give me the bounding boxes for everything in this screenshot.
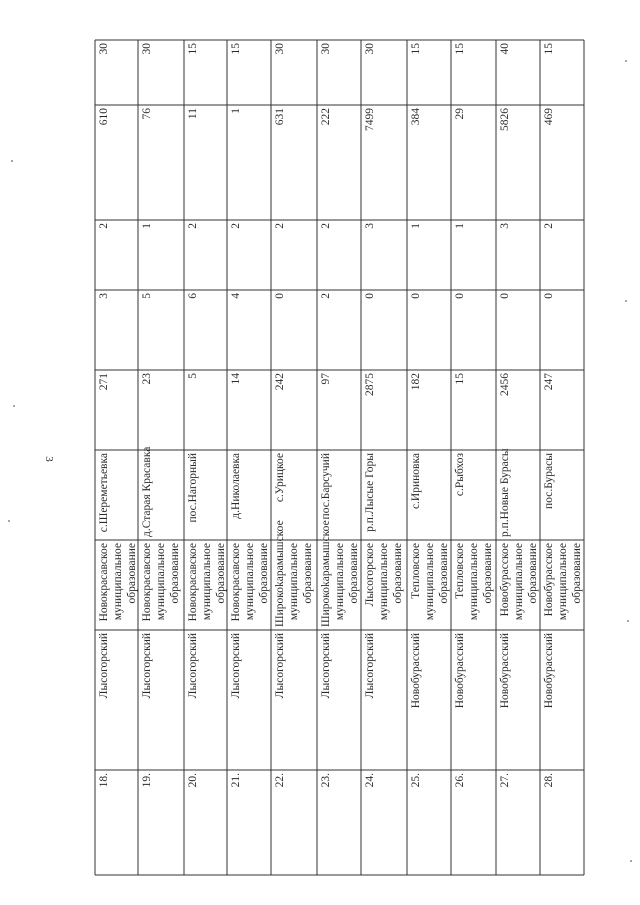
table-row <box>451 40 496 875</box>
table-row <box>407 40 451 875</box>
cell-v1: 2456 <box>499 373 511 396</box>
scan-speck <box>11 160 13 162</box>
table-row <box>95 40 138 875</box>
data-table <box>95 40 592 875</box>
cell-v5: 15 <box>543 43 555 55</box>
cell-v3: 2 <box>230 223 242 229</box>
table-row <box>496 40 540 875</box>
table-row <box>138 40 184 875</box>
cell-v2: 3 <box>98 293 110 299</box>
cell-district: Лысогорский <box>274 633 286 699</box>
cell-v3: 1 <box>141 223 153 229</box>
cell-settlement: с.Ириновка <box>410 453 422 510</box>
cell-v4: 610 <box>98 108 110 126</box>
cell-no: 27. <box>499 773 511 788</box>
cell-v2: 0 <box>454 293 466 299</box>
cell-v2: 2 <box>320 293 332 299</box>
cell-settlement: пос.Бурасы <box>543 453 555 509</box>
cell-v3: 2 <box>320 223 332 229</box>
table-row <box>227 40 271 875</box>
cell-municipality: Широкоkарамышское муниципальное образование <box>320 520 360 627</box>
scan-speck <box>8 520 10 522</box>
cell-municipality: Новобурасское муниципальное образование <box>499 543 539 621</box>
cell-district: Лысогорский <box>141 633 153 699</box>
cell-v4: 29 <box>454 108 466 120</box>
scan-speck <box>627 620 629 622</box>
cell-district: Новобурасский <box>454 633 466 709</box>
cell-v4: 222 <box>320 108 332 126</box>
cell-v2: 0 <box>274 293 286 299</box>
cell-v2: 0 <box>364 293 376 299</box>
scan-speck <box>13 405 15 407</box>
table-row <box>361 40 407 875</box>
table-row <box>271 40 317 875</box>
cell-v5: 40 <box>499 43 511 55</box>
cell-v3: 3 <box>499 223 511 229</box>
cell-v1: 14 <box>230 373 242 385</box>
cell-v1: 2875 <box>364 373 376 396</box>
cell-v3: 1 <box>410 223 422 229</box>
cell-v5: 15 <box>230 43 242 55</box>
cell-no: 24. <box>364 773 376 788</box>
cell-district: Лысогорский <box>364 633 376 699</box>
cell-v1: 5 <box>187 373 199 379</box>
cell-settlement: р.п.Новые Бурасы <box>499 448 511 537</box>
cell-settlement: с.Рыбхоз <box>454 453 466 497</box>
cell-v4: 384 <box>410 108 422 126</box>
cell-no: 20. <box>187 773 199 788</box>
cell-no: 18. <box>98 773 110 788</box>
cell-district: Лысогорский <box>98 633 110 699</box>
cell-v5: 15 <box>187 43 199 55</box>
cell-settlement: пос.Нагорный <box>187 453 199 523</box>
cell-no: 26. <box>454 773 466 788</box>
cell-no: 25. <box>410 773 422 788</box>
cell-v4: 631 <box>274 108 286 126</box>
cell-v5: 30 <box>274 43 286 55</box>
cell-district: Лысогорский <box>320 633 332 699</box>
cell-settlement: с.Урицкое <box>274 453 286 503</box>
cell-settlement: р.п.Лысые Горы <box>364 453 376 532</box>
cell-v4: 11 <box>187 108 199 120</box>
scan-speck <box>630 860 632 862</box>
cell-v4: 1 <box>230 108 242 114</box>
cell-district: Новобурасский <box>543 633 555 709</box>
cell-district: Лысогорский <box>230 633 242 699</box>
cell-v5: 30 <box>141 43 153 55</box>
scan-speck <box>625 300 627 302</box>
cell-no: 28. <box>543 773 555 788</box>
cell-v2: 5 <box>141 293 153 299</box>
cell-district: Новобурасский <box>410 633 422 709</box>
cell-v3: 3 <box>364 223 376 229</box>
cell-v2: 0 <box>543 293 555 299</box>
cell-v1: 271 <box>98 373 110 391</box>
cell-district: Лысогорский <box>187 633 199 699</box>
cell-municipality: Новобурасское муниципальное образование <box>543 543 583 621</box>
table-row <box>540 40 584 875</box>
cell-v1: 15 <box>454 373 466 385</box>
cell-municipality: Новокрасавское муниципальное образование <box>98 543 138 622</box>
cell-no: 22. <box>274 773 286 788</box>
cell-settlement: с.Шереметьевка <box>98 453 110 533</box>
cell-no: 21. <box>230 773 242 788</box>
cell-v5: 15 <box>454 43 466 55</box>
cell-v1: 247 <box>543 373 555 391</box>
cell-no: 19. <box>141 773 153 788</box>
cell-v2: 0 <box>499 293 511 299</box>
table-row <box>317 40 361 875</box>
cell-no: 23. <box>320 773 332 788</box>
cell-v3: 2 <box>274 223 286 229</box>
cell-v4: 5826 <box>499 108 511 131</box>
table-row <box>184 40 227 875</box>
cell-municipality: Лысогорское муниципальное образование <box>364 543 404 621</box>
cell-municipality: Тепловское муниципальное образование <box>454 543 494 621</box>
cell-v2: 6 <box>187 293 199 299</box>
cell-v1: 242 <box>274 373 286 391</box>
cell-v5: 30 <box>98 43 110 55</box>
cell-v1: 23 <box>141 373 153 385</box>
cell-district: Новобурасский <box>499 633 511 709</box>
page-number: 3 <box>43 456 55 462</box>
cell-v5: 30 <box>364 43 376 55</box>
scan-speck <box>625 60 627 62</box>
cell-v4: 469 <box>543 108 555 126</box>
cell-municipality: Новокрасавское муниципальное образование <box>187 543 227 622</box>
cell-municipality: Тепловское муниципальное образование <box>410 543 450 621</box>
cell-v5: 15 <box>410 43 422 55</box>
cell-v1: 97 <box>320 373 332 385</box>
cell-settlement: пос.Барсучий <box>320 453 332 520</box>
cell-v2: 4 <box>230 293 242 299</box>
cell-v4: 76 <box>141 108 153 120</box>
cell-settlement: д.Николаевка <box>230 453 242 519</box>
cell-v3: 2 <box>98 223 110 229</box>
cell-v5: 30 <box>320 43 332 55</box>
cell-settlement: д.Старая Красавка <box>141 446 153 537</box>
cell-municipality: Широкоkарамышское муниципальное образование <box>274 520 314 627</box>
cell-v1: 182 <box>410 373 422 391</box>
cell-v2: 0 <box>410 293 422 299</box>
cell-municipality: Новокрасавское муниципальное образование <box>141 543 181 622</box>
cell-municipality: Новокрасавское муниципальное образование <box>230 543 270 622</box>
cell-v3: 1 <box>454 223 466 229</box>
cell-v3: 2 <box>543 223 555 229</box>
cell-v4: 7499 <box>364 108 376 131</box>
cell-v3: 2 <box>187 223 199 229</box>
